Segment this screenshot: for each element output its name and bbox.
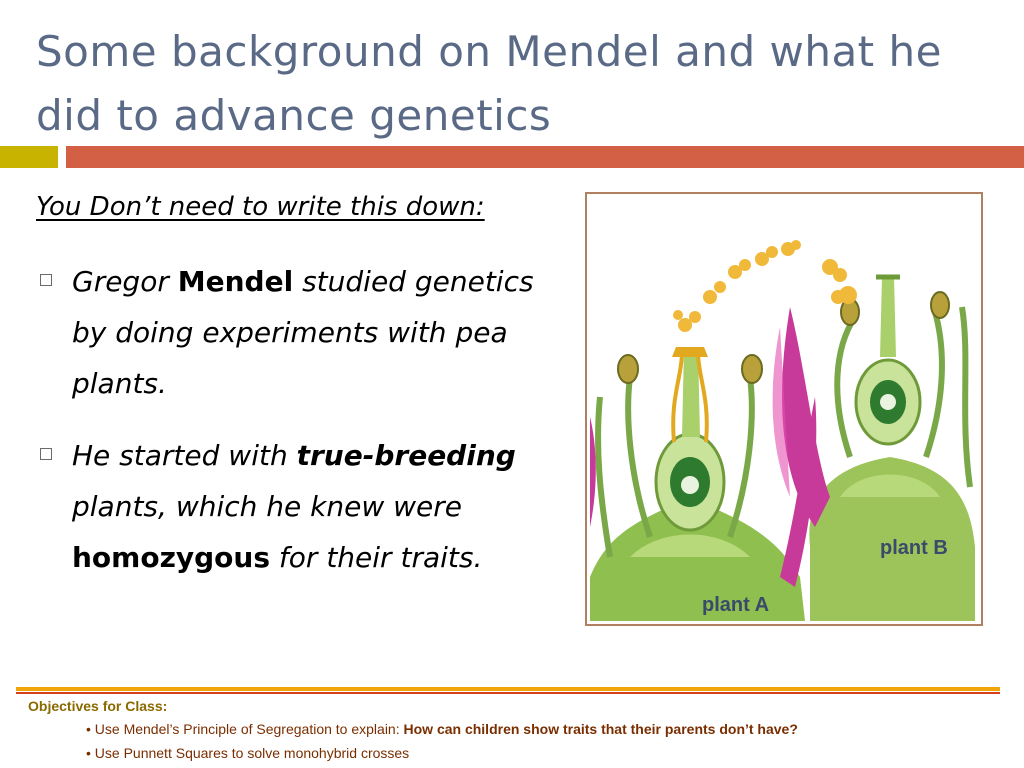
plant-b-icon <box>773 277 975 621</box>
bold-homozygous: homozygous <box>72 541 271 574</box>
accent-bar-right <box>66 146 1024 168</box>
pollen-icon <box>673 240 857 332</box>
bullet-true-breeding: He started with true-breeding plants, which he knew were homozygous for their traits. <box>36 430 576 583</box>
subheading: You Don’t need to write this down: <box>36 192 485 222</box>
bullet-square-icon <box>40 448 52 460</box>
footer-rule-red <box>16 692 1000 694</box>
bullet-mendel: Gregor Mendel studied genetics by doing experiments with pea plants. <box>36 256 576 409</box>
plant-b-label: plant B <box>880 537 948 559</box>
bullet-square-icon <box>40 274 52 286</box>
objective-item: • Use Punnett Squares to solve monohybrid crosses <box>86 745 410 761</box>
objectives-title: Objectives for Class: <box>28 698 168 714</box>
accent-bar-left <box>0 146 58 168</box>
bold-true-breeding: true-breeding <box>296 439 516 472</box>
objective-item: • Use Mendel’s Principle of Segregation to explain: How can children show traits that their parents don’t have? <box>86 721 798 737</box>
slide-title: Some background on Mendel and what he did to advance genetics <box>36 27 942 140</box>
pea-flower-illustration <box>585 192 983 626</box>
plant-a-label: plant A <box>702 594 770 616</box>
bold-mendel: Mendel <box>177 265 294 298</box>
footer-rule-orange <box>16 687 1000 691</box>
pea-flower-drawing <box>590 197 978 621</box>
